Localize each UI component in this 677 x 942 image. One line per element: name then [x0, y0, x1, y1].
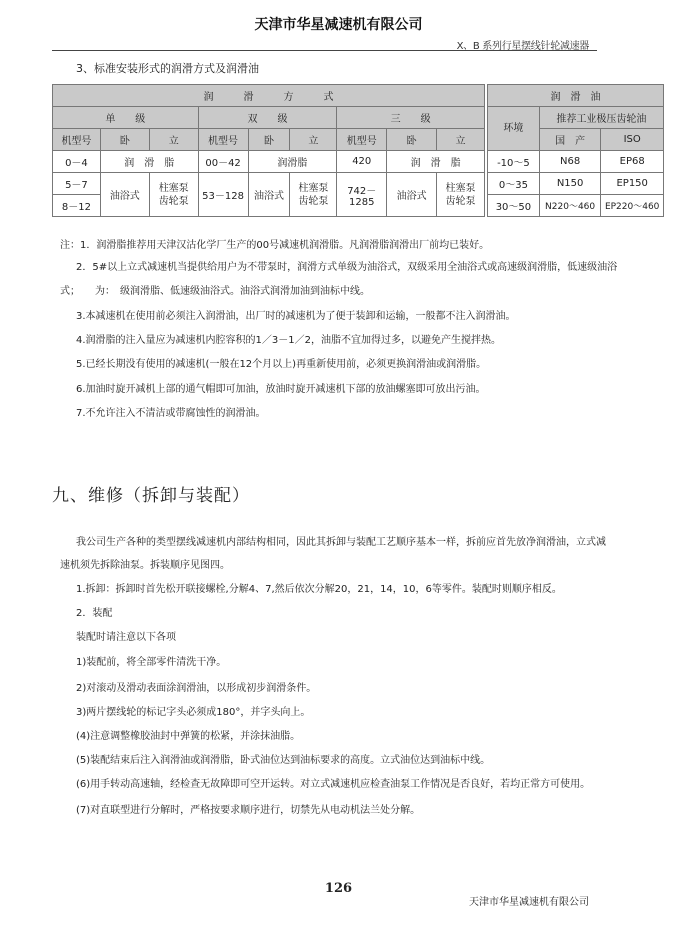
section-9-title: 九、维修（拆卸与装配）: [52, 486, 250, 506]
recommend-label: 推荐工业极压齿轮油: [539, 107, 663, 129]
note-2: 2．5#以上立式减速机当提供给用户为不带泵时，润滑方式单级为油浴式，双级采用全油浴式或高速级润滑脂，低速级油浴: [76, 262, 618, 273]
assembly-heading: 2．装配: [76, 608, 113, 619]
cell-pump: [149, 173, 198, 217]
note-7: 7.不允许注入不清洁或带腐蚀性的润滑油。: [76, 408, 266, 419]
env-label-text: 环境: [503, 123, 524, 134]
domestic-oil: N150: [539, 173, 601, 195]
pump-line1: 柱塞泵: [445, 182, 476, 194]
col-horizontal: 卧: [248, 129, 290, 151]
intro-paragraph-cont: 速机须先拆除油泵。拆装顺序见图四。: [60, 560, 230, 571]
col-vertical: 立: [149, 129, 198, 151]
temp-range: 30～50: [488, 195, 540, 217]
assembly-item-7: (7)对直联型进行分解时，严格按要求顺序进行，切禁先从电动机法兰处分解。: [76, 805, 421, 816]
note-1: 注：1．润滑脂推荐用天津汉沽化学厂生产的00号减速机润滑脂。凡润滑脂润滑出厂前均已装好。: [60, 240, 490, 251]
group-triple-stage: 三 级: [337, 107, 485, 129]
cell-oil-bath: 油浴式: [248, 173, 290, 217]
col-model: 机型号: [53, 129, 101, 151]
cell-model: 5－7: [53, 173, 101, 195]
temp-range: 0～35: [488, 173, 540, 195]
company-name-header: 天津市华星减速机有限公司: [254, 17, 423, 33]
assembly-item-3: 3)两片摆线轮的标记字头必须成180°，并字头向上。: [76, 707, 311, 718]
cell-model: 53－128: [198, 173, 248, 217]
cell-model: 8－12: [53, 195, 101, 217]
cell-model: 742－1285: [337, 173, 387, 217]
col-vertical: 立: [437, 129, 485, 151]
cell-model: 0－4: [53, 151, 101, 173]
header-divider: [52, 50, 597, 51]
temp-range: -10～5: [488, 151, 540, 173]
note-3: 3.本减速机在使用前必须注入润滑油，出厂时的减速机为了便于装卸和运输，一般都不注入润滑油。: [76, 311, 516, 322]
note-6: 6.加油时旋开减机上部的通气帽即可加油，放油时旋开减速机下部的放油螺塞即可放出污油。: [76, 384, 486, 395]
pump-line2: 齿轮泵: [445, 195, 476, 207]
iso-label: ISO: [601, 129, 664, 151]
assembly-item-1: 1)装配前，将全部零件清洗干净。: [76, 657, 227, 668]
pump-line1: 柱塞泵: [298, 182, 329, 194]
cell-pump: [437, 173, 485, 217]
iso-oil: EP68: [601, 151, 664, 173]
assembly-item-5: (5)装配结束后注入润滑油或润滑脂，卧式油位达到油标要求的高度。立式油位达到油标中线。: [76, 755, 491, 766]
iso-oil: EP220～460: [601, 195, 664, 217]
assembly-item-6: (6)用手转动高速轴，经检查无故障即可空开运转。对立式减速机应检查油泵工作情况是否良好，若均正常方可使用。: [76, 779, 591, 790]
col-model: 机型号: [337, 129, 387, 151]
assembly-note: 装配时请注意以下各项: [76, 632, 176, 643]
cell-method: 润 滑 脂: [387, 151, 485, 173]
note-2-cont: 式； 为： 级润滑脂、低速级油浴式。油浴式润滑加油到油标中线。: [60, 286, 370, 297]
iso-oil: EP150: [601, 173, 664, 195]
col-model: 机型号: [198, 129, 248, 151]
group-double-stage: 双 级: [198, 107, 337, 129]
domestic-oil: N220～460: [539, 195, 601, 217]
pump-line2: 齿轮泵: [298, 195, 329, 207]
oil-table-title: 润 滑 油: [488, 85, 664, 107]
domestic-label: 国 产: [539, 129, 601, 151]
col-vertical: 立: [290, 129, 337, 151]
assembly-item-2: 2)对滚动及滑动表面涂润滑油，以形成初步润滑条件。: [76, 683, 317, 694]
group-single-stage: 单 级: [53, 107, 199, 129]
domestic-oil: N68: [539, 151, 601, 173]
col-horizontal: 卧: [100, 129, 149, 151]
lubrication-method-table: [52, 84, 485, 217]
cell-oil-bath: 油浴式: [387, 173, 437, 217]
pump-line2: 齿轮泵: [158, 195, 189, 207]
col-horizontal: 卧: [387, 129, 437, 151]
pump-line1: 柱塞泵: [158, 182, 189, 194]
cell-model: 00－42: [198, 151, 248, 173]
company-name-footer: 天津市华星减速机有限公司: [469, 897, 589, 908]
disassembly-step: 1.拆卸：拆卸时首先松开联接螺栓,分解4、7,然后依次分解20，21，14，10，6等零件。装配时则顺序相反。: [76, 584, 562, 595]
env-label: [488, 107, 540, 151]
assembly-item-4: (4)注意调整橡胶油封中弹簧的松紧，并涂抹油脂。: [76, 731, 301, 742]
note-4: 4.润滑脂的注入量应为减速机内腔容积的1／3－1／2，油脂不宜加得过多，以避免产生搅拌热。: [76, 335, 501, 346]
note-5: 5.已经长期没有使用的减速机(一般在12个月以上)再重新使用前，必须更换润滑油或润滑脂。: [76, 359, 487, 370]
lubricating-oil-table: [487, 84, 664, 217]
table-title: 润 滑 方 式: [53, 85, 485, 107]
cell-model: 420: [337, 151, 387, 173]
cell-method: 润 滑 脂: [100, 151, 198, 173]
cell-pump: [290, 173, 337, 217]
cell-oil-bath: 油浴式: [100, 173, 149, 217]
cell-method: 润滑脂: [248, 151, 337, 173]
section-3-title: 3、标准安装形式的润滑方式及润滑油: [76, 62, 259, 75]
intro-paragraph: 我公司生产各种的类型摆线减速机内部结构相同，因此其拆卸与装配工艺顺序基本一样，拆前应首先放净润滑油，立式减: [76, 537, 606, 548]
page-number: 126: [324, 881, 353, 896]
series-title: X、B 系列行星摆线针轮减速器: [456, 41, 589, 52]
